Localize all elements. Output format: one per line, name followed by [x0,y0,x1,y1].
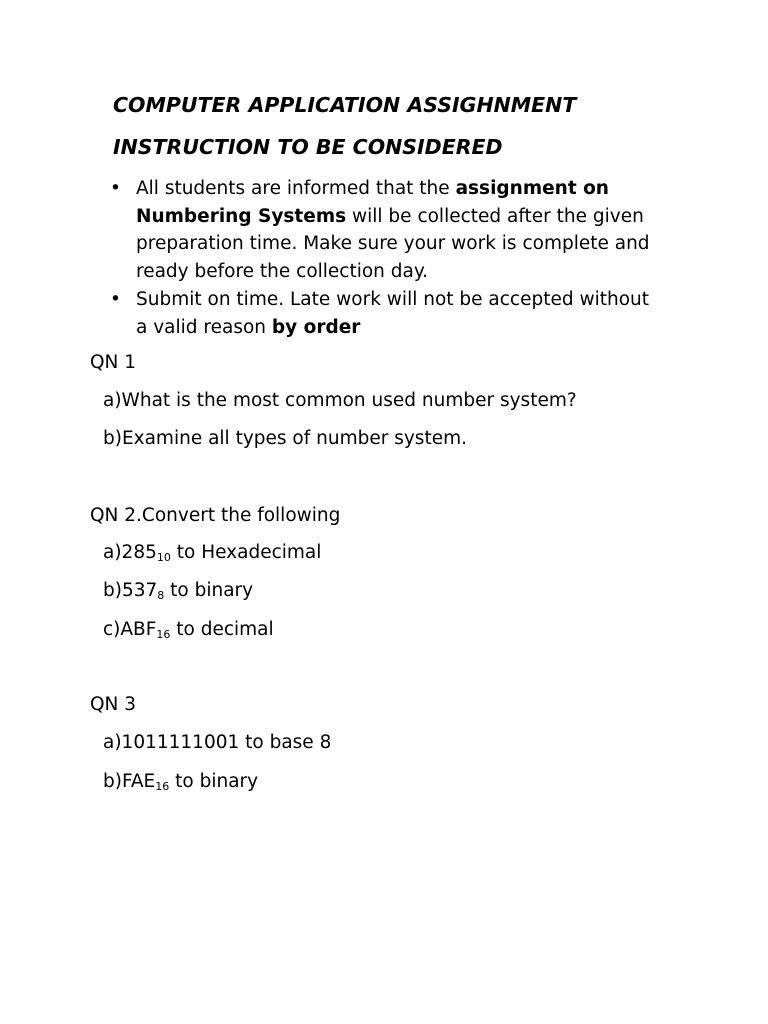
assignment-title: COMPUTER APPLICATION ASSIGHNMENT [113,93,577,117]
instruction-emphasis: assignment on Numbering Systems [136,178,609,227]
instruction-item-submission [110,286,656,341]
instruction-text: will be collected after the given preparation time. Make sure your work is complete and ready before the collection day. [136,205,650,283]
question-2b-number: b)537 [103,580,158,601]
question-2b-task: to binary [164,580,254,601]
question-2a-task: to Hexadecimal [170,542,322,563]
question-3b-number: b)FAE [103,771,156,792]
base-subscript: 16 [156,628,171,641]
question-2a-number: a)285 [103,542,157,563]
base-subscript: 8 [157,589,165,602]
instruction-heading: INSTRUCTION TO BE CONSIDERED [113,135,503,159]
question-2c-task: to decimal [170,619,274,640]
question-2b [103,580,253,602]
instruction-emphasis: by order [271,316,361,338]
question-2-title: QN 2.Convert the following [90,505,341,526]
question-2c-number: c)ABF [103,619,157,640]
question-1-title: QN 1 [90,352,137,373]
question-1b: b)Examine all types of number system. [103,428,467,449]
question-3-title: QN 3 [90,694,137,715]
question-3a: a)1011111001 to base 8 [103,732,332,753]
base-subscript: 16 [155,780,170,793]
base-subscript: 10 [156,551,171,564]
question-3b [103,771,258,793]
instruction-text: Submit on time. Late work will not be accepted without a valid reason [136,288,650,338]
instruction-item-collection [110,175,656,286]
question-2c [103,619,274,641]
bullet-icon: • [110,288,121,310]
question-2a [103,542,321,564]
question-3b-task: to binary [169,771,259,792]
instruction-list [110,175,673,341]
question-1a: a)What is the most common used number system? [103,390,577,411]
instruction-text: All students are informed that the [136,178,456,199]
bullet-icon: • [110,178,121,199]
